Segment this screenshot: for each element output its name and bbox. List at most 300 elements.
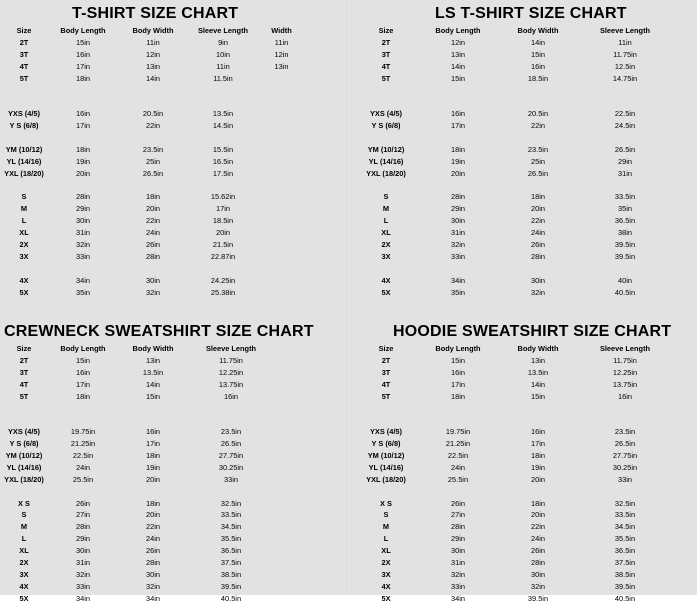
measurement-cell: 13in bbox=[274, 61, 289, 71]
measurement-cell: 28in bbox=[531, 558, 545, 568]
measurement-cell: 33.5in bbox=[614, 192, 636, 202]
table-row bbox=[0, 569, 274, 581]
measurement-cell: 22.5in bbox=[72, 451, 94, 461]
measurement-cell: 17in bbox=[76, 379, 90, 389]
size-cell: L bbox=[383, 534, 389, 544]
measurement-cell: 9in bbox=[218, 37, 228, 47]
measurement-cell: 26.5in bbox=[614, 439, 636, 449]
table-row bbox=[0, 438, 274, 450]
table-row bbox=[0, 275, 305, 287]
measurement-cell: 40.5in bbox=[220, 593, 242, 603]
size-cell: 2X bbox=[381, 240, 391, 250]
size-cell bbox=[0, 486, 48, 498]
measurement-cell: 26.5in bbox=[614, 144, 636, 154]
size-cell: YL (14/16) bbox=[368, 156, 404, 166]
measurement-cell: 22in bbox=[531, 216, 545, 226]
measurement-cell: 26in bbox=[531, 240, 545, 250]
measurement-cell: 29in bbox=[76, 534, 90, 544]
size-cell bbox=[0, 96, 48, 108]
size-cell: 2T bbox=[381, 37, 391, 47]
measurement-cell: 13in bbox=[146, 61, 160, 71]
measurement-cell bbox=[422, 402, 494, 414]
table-row bbox=[0, 263, 305, 275]
measurement-cell bbox=[188, 180, 258, 192]
measurement-cell: 12in bbox=[146, 49, 160, 59]
measurement-cell bbox=[48, 402, 118, 414]
measurement-cell: 26.5in bbox=[142, 168, 164, 178]
measurement-cell bbox=[258, 287, 305, 299]
measurement-cell: 18in bbox=[146, 451, 160, 461]
table-row bbox=[0, 120, 305, 132]
size-cell bbox=[0, 263, 48, 275]
table-row bbox=[0, 498, 274, 510]
measurement-cell: 35in bbox=[451, 287, 465, 297]
measurement-cell bbox=[494, 132, 582, 144]
measurement-cell: 19in bbox=[531, 462, 545, 472]
measurement-cell: 13in bbox=[146, 355, 160, 365]
measurement-cell bbox=[582, 180, 668, 192]
measurement-cell: 14.75in bbox=[612, 73, 638, 83]
measurement-cell bbox=[494, 486, 582, 498]
size-cell: M bbox=[382, 204, 390, 214]
measurement-cell: 26in bbox=[451, 498, 465, 508]
measurement-cell bbox=[494, 263, 582, 275]
measurement-cell: 15in bbox=[76, 355, 90, 365]
measurement-cell bbox=[582, 263, 668, 275]
measurement-cell: 25in bbox=[531, 156, 545, 166]
measurement-cell bbox=[258, 96, 305, 108]
measurement-cell: 13in bbox=[531, 355, 545, 365]
size-cell: 4X bbox=[381, 581, 391, 591]
table-row bbox=[350, 180, 668, 192]
measurement-cell: 35.5in bbox=[614, 534, 636, 544]
measurement-cell bbox=[494, 414, 582, 426]
measurement-cell: 18.5in bbox=[212, 216, 234, 226]
measurement-cell: 15in bbox=[146, 391, 160, 401]
measurement-cell: 24.5in bbox=[614, 121, 636, 131]
measurement-cell: 16in bbox=[76, 109, 90, 119]
table-row bbox=[350, 287, 668, 299]
crewneck-title: CREWNECK SWEATSHIRT SIZE CHART bbox=[4, 323, 314, 340]
measurement-cell bbox=[582, 402, 668, 414]
measurement-cell: 28in bbox=[76, 522, 90, 532]
table-row bbox=[350, 275, 668, 287]
measurement-cell bbox=[258, 156, 305, 168]
measurement-cell: 22.5in bbox=[614, 109, 636, 119]
measurement-cell: 11in bbox=[146, 37, 160, 47]
size-cell: Y S (6/8) bbox=[9, 121, 39, 131]
hoodie-table bbox=[350, 343, 668, 605]
measurement-cell: 12.25in bbox=[612, 367, 638, 377]
size-cell: Y S (6/8) bbox=[9, 439, 39, 449]
measurement-cell: 38.5in bbox=[220, 569, 242, 579]
measurement-cell: 18.5in bbox=[527, 73, 549, 83]
measurement-cell: 19in bbox=[76, 156, 90, 166]
tshirt-table bbox=[0, 25, 305, 298]
size-cell: 2T bbox=[381, 355, 391, 365]
measurement-cell: 40.5in bbox=[614, 593, 636, 603]
measurement-cell: 30in bbox=[531, 275, 545, 285]
ls-tshirt-title: LS T-SHIRT SIZE CHART bbox=[435, 5, 627, 22]
measurement-cell: 20in bbox=[146, 474, 160, 484]
size-cell bbox=[350, 84, 422, 96]
measurement-cell: 34in bbox=[451, 275, 465, 285]
measurement-cell bbox=[258, 215, 305, 227]
measurement-cell: 39.5in bbox=[220, 581, 242, 591]
measurement-cell: 22.87in bbox=[210, 251, 236, 261]
size-cell: 3T bbox=[381, 49, 391, 59]
table-row bbox=[350, 37, 668, 49]
measurement-cell bbox=[118, 414, 188, 426]
measurement-cell: 17in bbox=[216, 204, 230, 214]
measurement-cell: 14in bbox=[451, 61, 465, 71]
table-row bbox=[0, 239, 305, 251]
column-header: Body Length bbox=[435, 26, 481, 35]
hoodie-title: HOODIE SWEATSHIRT SIZE CHART bbox=[393, 323, 672, 340]
size-cell: M bbox=[382, 522, 390, 532]
measurement-cell: 16in bbox=[531, 61, 545, 71]
measurement-cell: 18in bbox=[76, 73, 90, 83]
measurement-cell: 32.5in bbox=[614, 498, 636, 508]
measurement-cell bbox=[118, 402, 188, 414]
measurement-cell: 32in bbox=[146, 581, 160, 591]
measurement-cell: 13.5in bbox=[142, 367, 164, 377]
size-cell: 5T bbox=[19, 391, 29, 401]
measurement-cell bbox=[258, 132, 305, 144]
measurement-cell bbox=[494, 96, 582, 108]
measurement-cell: 28in bbox=[531, 251, 545, 261]
tshirt-title: T-SHIRT SIZE CHART bbox=[72, 5, 239, 22]
size-cell: S bbox=[21, 510, 27, 520]
table-row bbox=[0, 391, 274, 403]
measurement-cell: 31in bbox=[451, 228, 465, 238]
measurement-cell: 38.5in bbox=[614, 569, 636, 579]
table-row bbox=[0, 227, 305, 239]
column-header: Size bbox=[16, 344, 32, 353]
measurement-cell: 16in bbox=[76, 367, 90, 377]
measurement-cell bbox=[582, 132, 668, 144]
measurement-cell: 11.5in bbox=[213, 73, 233, 83]
size-cell: 5T bbox=[381, 391, 391, 401]
size-cell bbox=[350, 486, 422, 498]
size-cell: 2T bbox=[19, 37, 29, 47]
column-header: Sleeve Length bbox=[599, 344, 651, 353]
column-header: Body Length bbox=[60, 344, 106, 353]
measurement-cell: 22in bbox=[146, 121, 160, 131]
measurement-cell: 30in bbox=[76, 546, 90, 556]
measurement-cell: 20in bbox=[146, 510, 160, 520]
measurement-cell: 36.5in bbox=[614, 216, 636, 226]
measurement-cell: 13.5in bbox=[527, 367, 549, 377]
measurement-cell: 16in bbox=[618, 391, 632, 401]
header-row bbox=[350, 25, 668, 37]
table-row bbox=[0, 132, 305, 144]
table-row bbox=[0, 49, 305, 61]
table-row bbox=[350, 49, 668, 61]
measurement-cell: 39.5in bbox=[614, 581, 636, 591]
size-cell bbox=[350, 96, 422, 108]
measurement-cell: 39.5in bbox=[527, 593, 549, 603]
size-cell: 5X bbox=[381, 287, 391, 297]
header-row bbox=[0, 343, 274, 355]
measurement-cell: 37.5in bbox=[220, 558, 242, 568]
column-header: Body Width bbox=[132, 26, 174, 35]
table-row bbox=[0, 73, 305, 85]
size-cell: YXL (18/20) bbox=[4, 168, 44, 178]
measurement-cell bbox=[118, 486, 188, 498]
measurement-cell: 18in bbox=[451, 144, 465, 154]
table-row bbox=[350, 355, 668, 367]
table-row bbox=[0, 414, 274, 426]
measurement-cell: 29in bbox=[76, 204, 90, 214]
size-cell: 3T bbox=[381, 367, 391, 377]
table-row bbox=[0, 593, 274, 605]
column-header: Body Length bbox=[60, 26, 106, 35]
measurement-cell: 33.5in bbox=[614, 510, 636, 520]
measurement-cell bbox=[494, 402, 582, 414]
size-cell: 3T bbox=[19, 367, 29, 377]
table-row bbox=[0, 96, 305, 108]
measurement-cell: 37.5in bbox=[614, 558, 636, 568]
size-cell: YXS (4/5) bbox=[369, 109, 403, 119]
measurement-cell: 28in bbox=[76, 192, 90, 202]
table-row bbox=[350, 402, 668, 414]
measurement-cell bbox=[48, 180, 118, 192]
measurement-cell: 17in bbox=[451, 379, 465, 389]
table-row bbox=[350, 486, 668, 498]
table-row bbox=[350, 545, 668, 557]
size-cell: XL bbox=[19, 546, 29, 556]
measurement-cell: 40in bbox=[618, 275, 632, 285]
table-row bbox=[350, 61, 668, 73]
measurement-cell: 20in bbox=[531, 510, 545, 520]
measurement-cell bbox=[258, 84, 305, 96]
measurement-cell: 16in bbox=[146, 427, 160, 437]
size-cell: 4X bbox=[19, 581, 29, 591]
size-cell: 4T bbox=[381, 379, 391, 389]
measurement-cell: 26in bbox=[146, 546, 160, 556]
table-row bbox=[0, 144, 305, 156]
header-row bbox=[0, 25, 305, 37]
measurement-cell: 18in bbox=[76, 144, 90, 154]
measurement-cell: 33in bbox=[618, 474, 632, 484]
measurement-cell bbox=[258, 180, 305, 192]
measurement-cell: 15in bbox=[451, 73, 465, 83]
size-cell: XL bbox=[19, 228, 29, 238]
size-cell bbox=[0, 180, 48, 192]
measurement-cell: 16in bbox=[76, 49, 90, 59]
measurement-cell: 16in bbox=[451, 367, 465, 377]
size-cell: 4T bbox=[381, 61, 391, 71]
measurement-cell bbox=[118, 180, 188, 192]
measurement-cell: 19in bbox=[146, 462, 160, 472]
measurement-cell bbox=[118, 263, 188, 275]
measurement-cell: 30in bbox=[146, 569, 160, 579]
measurement-cell: 18in bbox=[146, 498, 160, 508]
size-cell: X S bbox=[18, 498, 30, 508]
measurement-cell: 26in bbox=[76, 498, 90, 508]
table-row bbox=[350, 462, 668, 474]
table-row bbox=[0, 462, 274, 474]
measurement-cell: 31in bbox=[76, 558, 90, 568]
header-row bbox=[350, 343, 668, 355]
measurement-cell: 18in bbox=[76, 391, 90, 401]
table-row bbox=[350, 391, 668, 403]
measurement-cell: 27.75in bbox=[218, 451, 244, 461]
table-row bbox=[0, 61, 305, 73]
table-row bbox=[350, 450, 668, 462]
measurement-cell bbox=[258, 191, 305, 203]
measurement-cell: 15.62in bbox=[210, 192, 236, 202]
size-cell bbox=[350, 402, 422, 414]
size-cell: Y S (6/8) bbox=[371, 439, 401, 449]
measurement-cell: 20.5in bbox=[527, 109, 549, 119]
measurement-cell: 24in bbox=[76, 462, 90, 472]
table-row bbox=[0, 545, 274, 557]
size-cell: YL (14/16) bbox=[368, 462, 404, 472]
size-cell bbox=[0, 414, 48, 426]
measurement-cell: 28in bbox=[451, 192, 465, 202]
measurement-cell bbox=[258, 168, 305, 180]
measurement-cell: 24in bbox=[531, 228, 545, 238]
size-cell: XL bbox=[381, 228, 391, 238]
size-cell: YXL (18/20) bbox=[4, 474, 44, 484]
size-cell: 3X bbox=[19, 251, 29, 261]
table-row bbox=[350, 203, 668, 215]
table-row bbox=[0, 191, 305, 203]
measurement-cell: 35in bbox=[618, 204, 632, 214]
size-cell: 2T bbox=[19, 355, 29, 365]
measurement-cell bbox=[258, 120, 305, 132]
size-cell: 3T bbox=[19, 49, 29, 59]
measurement-cell: 17in bbox=[76, 61, 90, 71]
table-row bbox=[0, 168, 305, 180]
measurement-cell bbox=[188, 96, 258, 108]
measurement-cell bbox=[422, 414, 494, 426]
measurement-cell: 39.5in bbox=[614, 240, 636, 250]
measurement-cell bbox=[258, 73, 305, 85]
measurement-cell: 31in bbox=[451, 558, 465, 568]
measurement-cell bbox=[48, 96, 118, 108]
table-row bbox=[350, 367, 668, 379]
measurement-cell: 11in bbox=[618, 37, 632, 47]
measurement-cell: 30in bbox=[531, 569, 545, 579]
measurement-cell: 19in bbox=[451, 156, 465, 166]
measurement-cell: 32in bbox=[531, 287, 545, 297]
measurement-cell: 11in bbox=[274, 37, 289, 47]
measurement-cell bbox=[258, 227, 305, 239]
measurement-cell: 15in bbox=[531, 391, 545, 401]
size-cell: 3X bbox=[381, 569, 391, 579]
measurement-cell: 22in bbox=[531, 121, 545, 131]
measurement-cell: 24in bbox=[531, 534, 545, 544]
measurement-cell: 12in bbox=[451, 37, 465, 47]
table-row bbox=[0, 108, 305, 120]
measurement-cell: 34in bbox=[76, 593, 90, 603]
table-row bbox=[0, 215, 305, 227]
column-header: Sleeve Length bbox=[599, 26, 651, 35]
table-row bbox=[0, 251, 305, 263]
measurement-cell: 23.5in bbox=[614, 427, 636, 437]
measurement-cell: 18in bbox=[146, 192, 160, 202]
table-row bbox=[0, 379, 274, 391]
measurement-cell: 12.5in bbox=[614, 61, 636, 71]
size-cell: S bbox=[21, 192, 27, 202]
measurement-cell: 16in bbox=[531, 427, 545, 437]
measurement-cell: 20in bbox=[216, 228, 230, 238]
table-row bbox=[350, 168, 668, 180]
measurement-cell: 20.5in bbox=[142, 109, 164, 119]
measurement-cell: 25.5in bbox=[72, 474, 94, 484]
measurement-cell: 15in bbox=[531, 49, 545, 59]
measurement-cell: 14.5in bbox=[212, 121, 234, 131]
table-row bbox=[0, 355, 274, 367]
table-row bbox=[0, 486, 274, 498]
measurement-cell: 24in bbox=[451, 462, 465, 472]
table-row bbox=[0, 37, 305, 49]
measurement-cell: 30in bbox=[451, 546, 465, 556]
table-row bbox=[350, 132, 668, 144]
measurement-cell: 32in bbox=[451, 240, 465, 250]
column-header: Sleeve Length bbox=[197, 26, 249, 35]
measurement-cell: 36.5in bbox=[614, 546, 636, 556]
measurement-cell: 40.5in bbox=[614, 287, 636, 297]
size-cell: L bbox=[21, 216, 27, 226]
measurement-cell bbox=[422, 263, 494, 275]
measurement-cell bbox=[582, 96, 668, 108]
measurement-cell: 32.5in bbox=[220, 498, 242, 508]
table-row bbox=[350, 108, 668, 120]
measurement-cell bbox=[48, 486, 118, 498]
measurement-cell: 19.75in bbox=[70, 427, 96, 437]
size-cell bbox=[350, 180, 422, 192]
table-row bbox=[350, 120, 668, 132]
measurement-cell: 11.75in bbox=[219, 355, 243, 365]
measurement-cell: 29in bbox=[618, 156, 632, 166]
measurement-cell: 31in bbox=[76, 228, 90, 238]
measurement-cell: 34in bbox=[146, 593, 160, 603]
measurement-cell: 36.5in bbox=[220, 546, 242, 556]
table-row bbox=[350, 379, 668, 391]
measurement-cell: 17.5in bbox=[212, 168, 234, 178]
size-cell: 3X bbox=[19, 569, 29, 579]
size-cell: 2X bbox=[19, 558, 29, 568]
table-row bbox=[0, 557, 274, 569]
column-header: Size bbox=[16, 26, 32, 35]
size-cell: 2X bbox=[381, 558, 391, 568]
measurement-cell: 18in bbox=[451, 391, 465, 401]
measurement-cell: 27in bbox=[76, 510, 90, 520]
size-cell: YXL (18/20) bbox=[366, 168, 406, 178]
table-row bbox=[350, 521, 668, 533]
table-row bbox=[350, 239, 668, 251]
measurement-cell: 33in bbox=[451, 251, 465, 261]
table-row bbox=[0, 156, 305, 168]
measurement-cell: 32in bbox=[146, 287, 160, 297]
measurement-cell: 29in bbox=[451, 204, 465, 214]
measurement-cell: 33in bbox=[76, 251, 90, 261]
measurement-cell: 26in bbox=[146, 240, 160, 250]
measurement-cell: 20in bbox=[531, 474, 545, 484]
measurement-cell bbox=[48, 84, 118, 96]
measurement-cell: 22in bbox=[146, 522, 160, 532]
measurement-cell: 32in bbox=[531, 581, 545, 591]
measurement-cell: 14in bbox=[146, 73, 160, 83]
measurement-cell: 12.25in bbox=[218, 367, 244, 377]
measurement-cell bbox=[258, 144, 305, 156]
table-row bbox=[0, 474, 274, 486]
measurement-cell: 33.5in bbox=[220, 510, 242, 520]
